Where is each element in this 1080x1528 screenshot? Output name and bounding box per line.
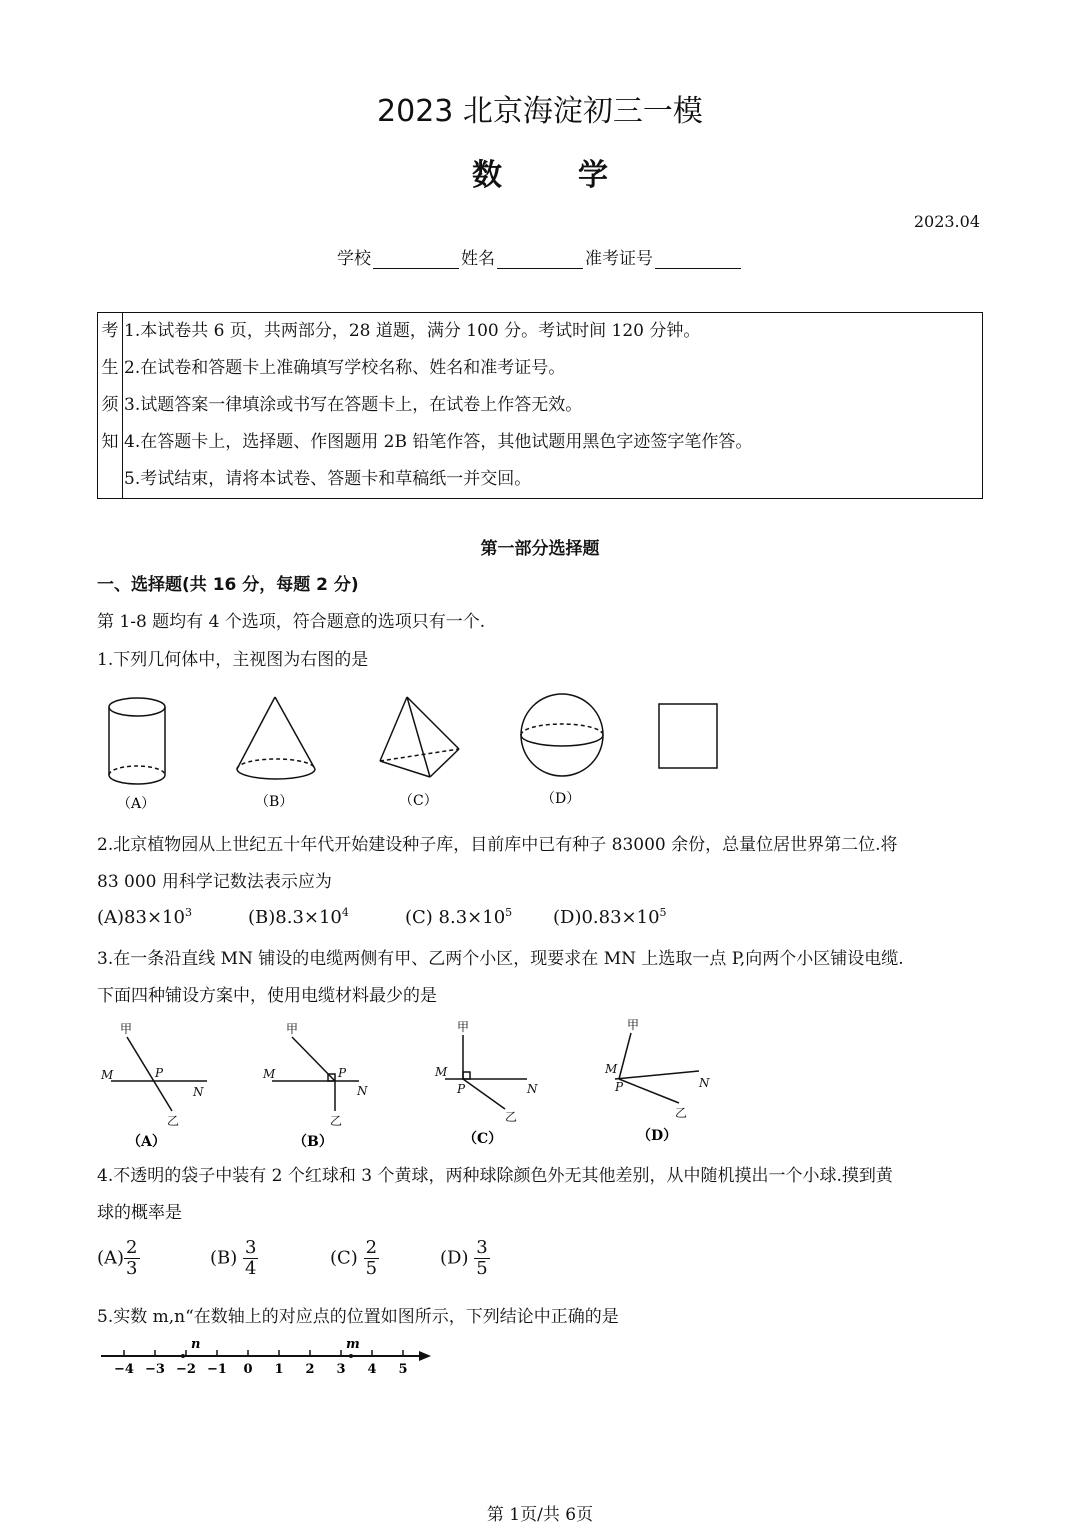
cone-figure <box>237 697 315 779</box>
q2-option-c-base: (C) 8.3×10 <box>405 907 506 928</box>
front-view-square <box>659 704 717 768</box>
q3d-m: M <box>605 1062 618 1076</box>
q3b-yi: 乙 <box>330 1114 343 1128</box>
number-line-tick-label: −1 <box>207 1362 227 1377</box>
student-info-fields <box>0 244 1080 269</box>
notice-item: 4.在答题卡上，选择题、作图题用 2B 铅笔作答，其他试题用黑色字迹签字笔作答。 <box>124 432 753 452</box>
q4-option-b-fraction <box>243 1238 258 1279</box>
q2-option-b <box>248 906 349 928</box>
q3a-p: P <box>155 1066 164 1080</box>
number-line-tick-label: −2 <box>176 1362 196 1377</box>
notice-items <box>124 313 752 498</box>
notice-item: 1.本试卷共 6 页，共两部分，28 道题，满分 100 分。考试时间 120 分钟。 <box>124 321 701 341</box>
q2-option-b-exp: 4 <box>341 906 349 919</box>
field-school-label: 学校 <box>337 249 371 269</box>
q3c-jia: 甲 <box>457 1020 470 1034</box>
number-line-ticks <box>114 1350 408 1377</box>
q4-option-c <box>330 1238 379 1279</box>
number-line-arrow <box>419 1351 431 1361</box>
number-line-tick-label: 1 <box>274 1362 284 1377</box>
question-2-line-1: 2.北京植物园从上世纪五十年代开始建设种子库，目前库中已有种子 83000 余份，总量位居世界第二位.将 <box>97 835 898 855</box>
fraction-denominator: 3 <box>126 1258 138 1279</box>
number-line-point-n <box>181 1354 185 1358</box>
q3d-jia: 甲 <box>627 1018 640 1032</box>
q2-option-c-exp: 5 <box>505 906 513 919</box>
q4-option-a <box>97 1238 140 1279</box>
notice-item: 2.在试卷和答题卡上准确填写学校名称、姓名和准考证号。 <box>124 358 566 378</box>
notice-side-label <box>98 313 123 498</box>
q3d-n: N <box>699 1076 710 1090</box>
q3b-p: P <box>338 1066 347 1080</box>
number-line-tick-label: −4 <box>114 1362 134 1377</box>
field-id-blank[interactable] <box>655 250 741 269</box>
q3c-n: N <box>527 1082 538 1096</box>
sphere-figure <box>521 694 603 776</box>
fraction-numerator: 2 <box>365 1237 378 1258</box>
subject-char-2: 学 <box>578 158 608 193</box>
notice-side-char: 考 <box>101 321 119 341</box>
number-line-point-m <box>349 1354 353 1358</box>
question-2-line-2: 83 000 用科学记数法表示应为 <box>97 872 332 892</box>
question-4-line-1: 4.不透明的袋子中装有 2 个红球和 3 个黄球，两种球除颜色外无其他差别，从中随机摸出一个小球.摸到黄 <box>97 1166 893 1186</box>
q4-option-d-label: (D) <box>440 1247 469 1269</box>
q3-label-b: （B） <box>293 1134 333 1150</box>
mn-line-d <box>615 1071 699 1079</box>
q2-option-a-exp: 3 <box>184 906 192 919</box>
q1-label-d: （D） <box>541 791 581 807</box>
q2-option-d <box>553 906 667 928</box>
number-line-tick-label: 4 <box>367 1362 377 1377</box>
q4-option-b-label: (B) <box>210 1247 238 1269</box>
fraction-denominator: 4 <box>245 1258 257 1279</box>
q3a-jia: 甲 <box>120 1022 133 1036</box>
q3-label-a: （A） <box>127 1134 166 1150</box>
q3b-m: M <box>263 1067 276 1081</box>
q4-option-a-fraction <box>124 1238 139 1279</box>
pyramid-figure <box>380 697 459 777</box>
q2-option-d-base: (D)0.83×10 <box>553 907 660 928</box>
q2-option-c <box>405 906 512 928</box>
cable-d-yi <box>619 1079 679 1103</box>
q3c-yi: 乙 <box>505 1110 518 1124</box>
subject-char-1: 数 <box>472 158 502 193</box>
number-line-tick-label: −3 <box>145 1362 165 1377</box>
field-name-blank[interactable] <box>497 250 583 269</box>
cable-a <box>127 1037 172 1111</box>
q3a-n: N <box>193 1085 204 1099</box>
q3-label-c: （C） <box>463 1131 503 1147</box>
q2-option-d-exp: 5 <box>659 906 667 919</box>
q3d-p: P <box>615 1080 624 1094</box>
section-instruction: 第 1-8 题均有 4 个选项，符合题意的选项只有一个. <box>97 612 486 632</box>
fraction-numerator: 3 <box>476 1237 488 1258</box>
q2-option-a-base: (A)83×10 <box>97 907 185 928</box>
notice-side-char: 须 <box>101 395 119 415</box>
number-line-label-m: m <box>346 1337 360 1352</box>
number-line-figure <box>97 1335 437 1380</box>
fraction-denominator: 5 <box>365 1258 378 1279</box>
number-line-tick-label: 0 <box>243 1362 253 1377</box>
q3b-jia: 甲 <box>286 1022 299 1036</box>
question-3-line-2: 下面四种铺设方案中，使用电缆材料最少的是 <box>97 986 437 1006</box>
fraction-denominator: 5 <box>476 1258 488 1279</box>
number-line-tick-label: 2 <box>305 1362 315 1377</box>
q1-label-a: （A） <box>117 796 156 812</box>
question-1-figures <box>97 685 737 815</box>
notice-item: 5.考试结束，请将本试卷、答题卡和草稿纸一并交回。 <box>124 469 532 489</box>
q2-option-b-base: (B)8.3×10 <box>248 907 342 928</box>
subject-title <box>0 150 1080 194</box>
q4-option-d <box>440 1238 490 1279</box>
exam-notice-box <box>97 312 983 499</box>
notice-item: 3.试题答案一律填涂或书写在答题卡上，在试卷上作答无效。 <box>124 395 583 415</box>
field-id-label: 准考证号 <box>585 249 653 269</box>
question-3-figures <box>97 1015 717 1155</box>
q3c-m: M <box>435 1065 448 1079</box>
q4-option-a-label: (A) <box>97 1247 125 1269</box>
q3-label-d: （D） <box>637 1128 678 1144</box>
q4-option-b <box>210 1238 258 1279</box>
question-5-text: 5.实数 m,n“在数轴上的对应点的位置如图所示，下列结论中正确的是 <box>97 1307 619 1327</box>
question-4-line-2: 球的概率是 <box>97 1203 182 1223</box>
q3b-n: N <box>357 1084 368 1098</box>
q4-option-c-label: (C) <box>330 1247 358 1269</box>
cylinder-figure <box>109 698 165 784</box>
section-heading: 一、选择题(共 16 分，每题 2 分) <box>97 575 359 595</box>
q1-label-b: （B） <box>255 794 294 810</box>
q3c-p: P <box>457 1082 466 1096</box>
page-number: 第 1页/共 6页 <box>486 1505 594 1525</box>
cable-d-jia <box>619 1033 631 1079</box>
fraction-numerator: 3 <box>245 1237 257 1258</box>
q4-option-c-fraction <box>364 1238 379 1279</box>
fraction-numerator: 2 <box>126 1237 138 1258</box>
number-line-tick-label: 5 <box>398 1362 408 1377</box>
q3d-yi: 乙 <box>675 1106 688 1120</box>
notice-side-char: 知 <box>101 432 119 452</box>
field-name-label: 姓名 <box>461 249 495 269</box>
exam-title: 2023 北京海淀初三一模 <box>377 94 703 129</box>
q4-option-d-fraction <box>474 1238 489 1279</box>
question-3-line-1: 3.在一条沿直线 MN 铺设的电缆两侧有甲、乙两个小区，现要求在 MN 上选取一点 P,向两个小区铺设电缆. <box>97 949 904 969</box>
q1-label-c: （C） <box>399 793 438 809</box>
q3a-m: M <box>101 1068 114 1082</box>
exam-date: 2023.04 <box>913 212 980 231</box>
q2-option-a <box>97 906 192 928</box>
number-line-label-n: n <box>191 1337 201 1352</box>
field-school-blank[interactable] <box>373 250 459 269</box>
q3a-yi: 乙 <box>167 1114 180 1128</box>
notice-side-char: 生 <box>101 358 119 378</box>
question-1-text: 1.下列几何体中，主视图为右图的是 <box>97 650 369 670</box>
number-line-tick-label: 3 <box>336 1362 346 1377</box>
part1-title: 第一部分选择题 <box>480 539 600 559</box>
cable-c-yi <box>463 1079 505 1109</box>
